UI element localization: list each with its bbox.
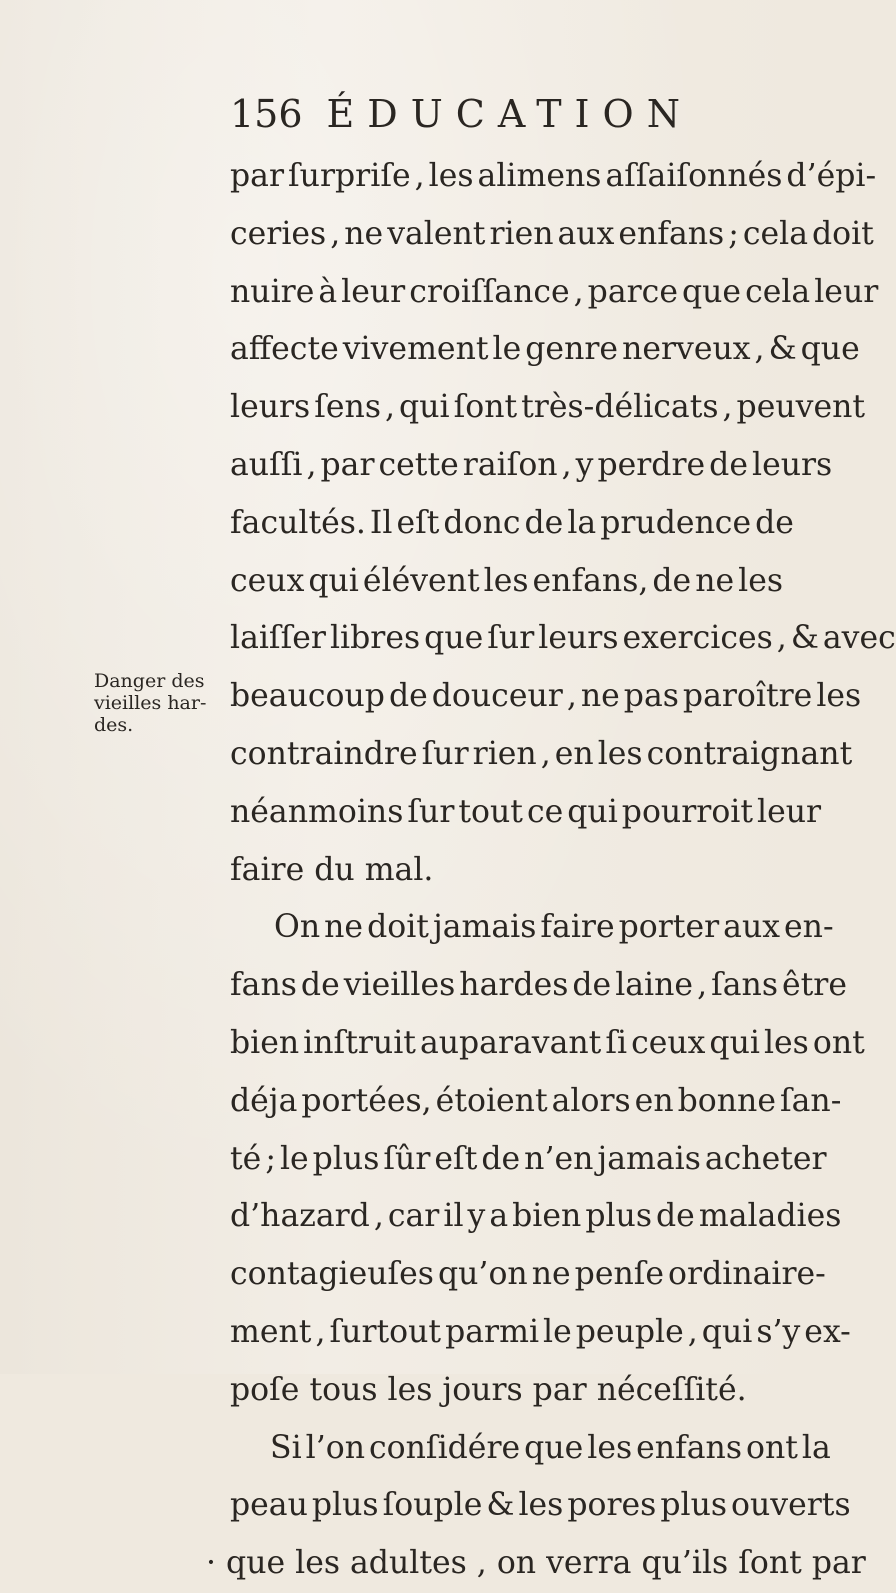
text-line: faire du mal. — [230, 851, 434, 888]
text-line: auſſi , par cette raiſon , y perdre de leurs — [230, 446, 833, 483]
text-line: laiſſer libres que ſur leurs exercices , & avec — [230, 620, 896, 657]
text-line: facultés. Il eſt donc de la prudence de — [230, 504, 794, 541]
page-header — [230, 92, 693, 136]
text-line: d’hazard , car il y a bien plus de maladies — [230, 1198, 842, 1235]
text-line: leurs ſens , qui ſont très-délicats , peuvent — [230, 389, 866, 426]
running-title: ÉDUCATION — [326, 92, 693, 136]
text-line: beaucoup de douceur , ne pas paroître les — [230, 678, 862, 715]
text-line: ment , ſurtout parmi le peuple , qui s’y ex- — [230, 1313, 851, 1350]
text-line: té ; le plus ſûr eſt de n’en jamais acheter — [230, 1140, 827, 1177]
page-number: 156 — [230, 92, 303, 136]
text-line: peau plus ſouple & les pores plus ouverts — [230, 1487, 851, 1524]
paragraph-start-line: Si l’on conſidére que les enfans ont la — [270, 1429, 831, 1466]
text-line: fans de vieilles hardes de laine , ſans être — [230, 967, 848, 1004]
paragraph-start-line: On ne doit jamais faire porter aux en- — [274, 909, 834, 946]
text-line: affecte vivement le genre nerveux , & que — [230, 331, 860, 368]
margin-note-line: des. — [94, 714, 134, 736]
text-line: ceries , ne valent rien aux enfans ; cela doit — [230, 215, 874, 252]
body-text — [206, 148, 896, 1593]
text-line: par ſurpriſe , les alimens aſſaiſonnés d’épi- — [230, 158, 877, 194]
text-line: néanmoins ſur tout ce qui pourroit leur — [230, 793, 822, 830]
text-line: contagieuſes qu’on ne penſe ordinaire- — [230, 1256, 826, 1293]
text-line: contraindre ſur rien , en les contraignant — [230, 735, 853, 772]
margin-note-line: Danger des — [94, 670, 205, 692]
margin-note — [94, 670, 207, 736]
text-line: déja portées, étoient alors en bonne ſan- — [230, 1082, 842, 1119]
text-line: · que les adultes , on verra qu’ils ſont par — [206, 1545, 866, 1582]
margin-note-line: vieilles har- — [94, 692, 207, 714]
text-line: bien inſtruit auparavant ſi ceux qui les ont — [230, 1024, 865, 1061]
text-line: poſe tous les jours par néceſſité. — [230, 1371, 747, 1408]
text-line: ceux qui élévent les enfans, de ne les — [230, 562, 784, 599]
text-line: nuire à leur croiſſance , parce que cela leur — [230, 273, 879, 310]
